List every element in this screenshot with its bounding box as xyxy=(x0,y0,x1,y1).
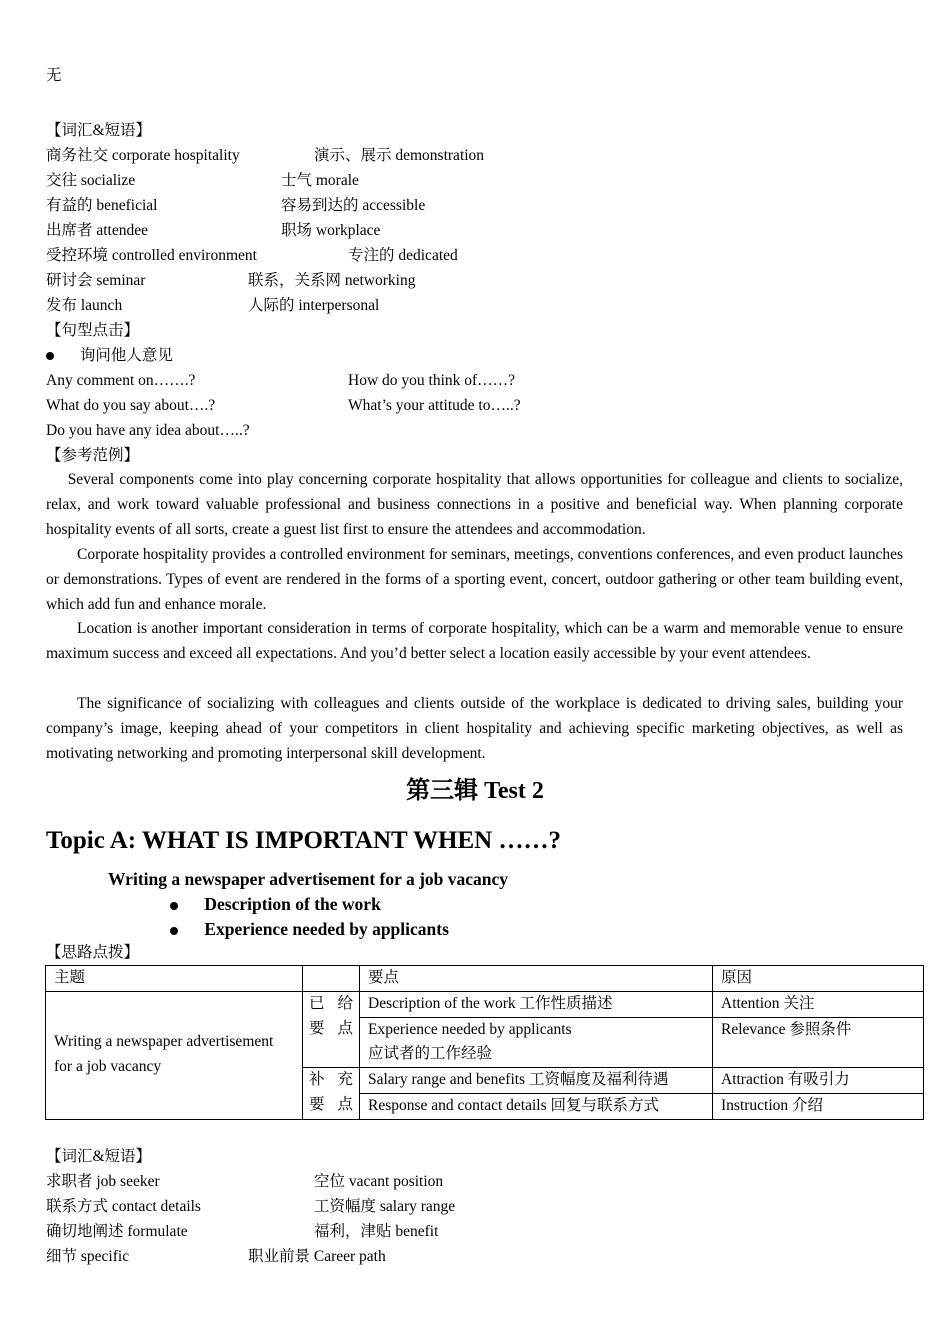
bullet-dot-icon xyxy=(46,352,54,360)
vocab-item: 容易到达的 accessible xyxy=(281,197,426,214)
sentence-heading: 【句型点击】 xyxy=(46,322,140,339)
example-paragraph: Corporate hospitality provides a controlled environment for seminars, meetings, conventions conferences, and even product launches or demonstrations. Types of event are rendered in the forms of a sporting event, concert, outdoor gathering or other team building event, which add fun and enhance morale. xyxy=(46,546,903,613)
sentence-bullet-label: 询问他人意见 xyxy=(79,347,173,364)
vocab-item: 演示、展示 demonstration xyxy=(314,147,485,164)
vocab-item: 专注的 dedicated xyxy=(348,247,458,264)
table-reason-cell: Attraction 有吸引力 xyxy=(713,1068,924,1094)
bullet-dot-icon xyxy=(170,927,178,935)
vocab-heading-1: 【词汇&短语】 xyxy=(46,122,152,139)
table-point-cell xyxy=(360,1017,713,1068)
vocab-item: 有益的 beneficial xyxy=(46,197,158,214)
task-bullet xyxy=(170,918,449,940)
table-row xyxy=(46,991,924,1017)
vocab-item: 人际的 interpersonal xyxy=(248,297,380,314)
table-point-cell: Description of the work 工作性质描述 xyxy=(360,991,713,1017)
table-point-cell: Response and contact details 回复与联系方式 xyxy=(360,1093,713,1119)
vocab-item: 空位 vacant position xyxy=(314,1173,444,1190)
vocab-item: 联系方式 contact details xyxy=(46,1198,201,1215)
table-point-en: Experience needed by applicants xyxy=(368,1020,572,1038)
vocab-item: 细节 specific xyxy=(46,1248,130,1265)
table-reason-cell: Relevance 参照条件 xyxy=(713,1017,924,1068)
table-reason-cell: Instruction 介绍 xyxy=(713,1093,924,1119)
vocab-item: 福利，津贴 benefit xyxy=(314,1223,439,1240)
table-extra-label: 补充要点 xyxy=(303,1068,360,1120)
table-given-label: 已给要点 xyxy=(303,991,360,1067)
task-bullet xyxy=(170,893,381,915)
sentence-bullet-row xyxy=(46,345,173,367)
sentence-item: How do you think of……? xyxy=(348,372,516,389)
analysis-table xyxy=(45,965,924,1120)
test-title: 第三辑 Test 2 xyxy=(406,778,544,804)
vocab-item: 职场 workplace xyxy=(281,222,381,239)
table-header-cell: 原因 xyxy=(713,966,924,992)
example-paragraph: Location is another important consideration in terms of corporate hospitality, which can be a warm and memorable venue to ensure maximum success and exceed all expectations. And you’d better select a location easily accessible by your event attendees. xyxy=(46,620,903,662)
vocab-item: 士气 morale xyxy=(281,172,359,189)
table-reason-cell: Attention 关注 xyxy=(713,991,924,1017)
vocab-item: 发布 launch xyxy=(46,297,123,314)
vocab-item: 交往 socialize xyxy=(46,172,136,189)
example-heading: 【参考范例】 xyxy=(46,447,140,464)
table-header-cell: 主题 xyxy=(46,966,303,992)
topic-title: Topic A: WHAT IS IMPORTANT WHEN ……? xyxy=(46,827,561,854)
top-text: 无 xyxy=(46,67,62,84)
vocab-item: 求职者 job seeker xyxy=(46,1173,160,1190)
table-point-cell: Salary range and benefits 工资幅度及福利待遇 xyxy=(360,1068,713,1094)
bullet-dot-icon xyxy=(170,902,178,910)
vocab-item: 商务社交 corporate hospitality xyxy=(46,147,240,164)
table-header-cell: 要点 xyxy=(360,966,713,992)
vocab-heading-2: 【词汇&短语】 xyxy=(46,1148,152,1165)
sentence-item: Do you have any idea about…..? xyxy=(46,422,250,439)
sentence-item: Any comment on…….? xyxy=(46,372,196,389)
vocab-item: 工资幅度 salary range xyxy=(314,1198,456,1215)
vocab-item: 出席者 attendee xyxy=(46,222,149,239)
table-header-cell xyxy=(303,966,360,992)
table-point-cn: 应试者的工作经验 xyxy=(368,1045,493,1063)
vocab-item: 职业前景 Career path xyxy=(248,1248,386,1265)
example-paragraph: The significance of socializing with colleagues and clients outside of the workplace is dedicated to driving sales, building your company’s image, keeping ahead of your competitors in client hospitality and achieving specific marketing objectives, as well as motivating networking and promoting interpersonal skill development. xyxy=(46,695,903,762)
vocab-item: 受控环境 controlled environment xyxy=(46,247,257,264)
task-bullet-label: Experience needed by applicants xyxy=(204,919,449,939)
analysis-heading: 【思路点拨】 xyxy=(46,944,140,961)
vocab-item: 确切地阐述 formulate xyxy=(46,1223,188,1240)
table-theme-cell: Writing a newspaper advertisement for a job vacancy xyxy=(46,991,303,1119)
sentence-item: What’s your attitude to…..? xyxy=(348,397,521,414)
task-bullet-label: Description of the work xyxy=(204,894,381,914)
table-header-row xyxy=(46,966,924,992)
vocab-item: 研讨会 seminar xyxy=(46,272,146,289)
example-paragraph: Several components come into play concerning corporate hospitality that allows opportunities for colleague and clients to socialize, relax, and work toward valuable professional and business connections in a positive and beneficial way. When planning corporate hospitality events of all sorts, create a guest list first to ensure the attendees and accommodation. xyxy=(46,471,903,538)
task-title: Writing a newspaper advertisement for a job vacancy xyxy=(108,869,509,889)
vocab-item: 联系，关系网 networking xyxy=(248,272,416,289)
sentence-item: What do you say about….? xyxy=(46,397,216,414)
